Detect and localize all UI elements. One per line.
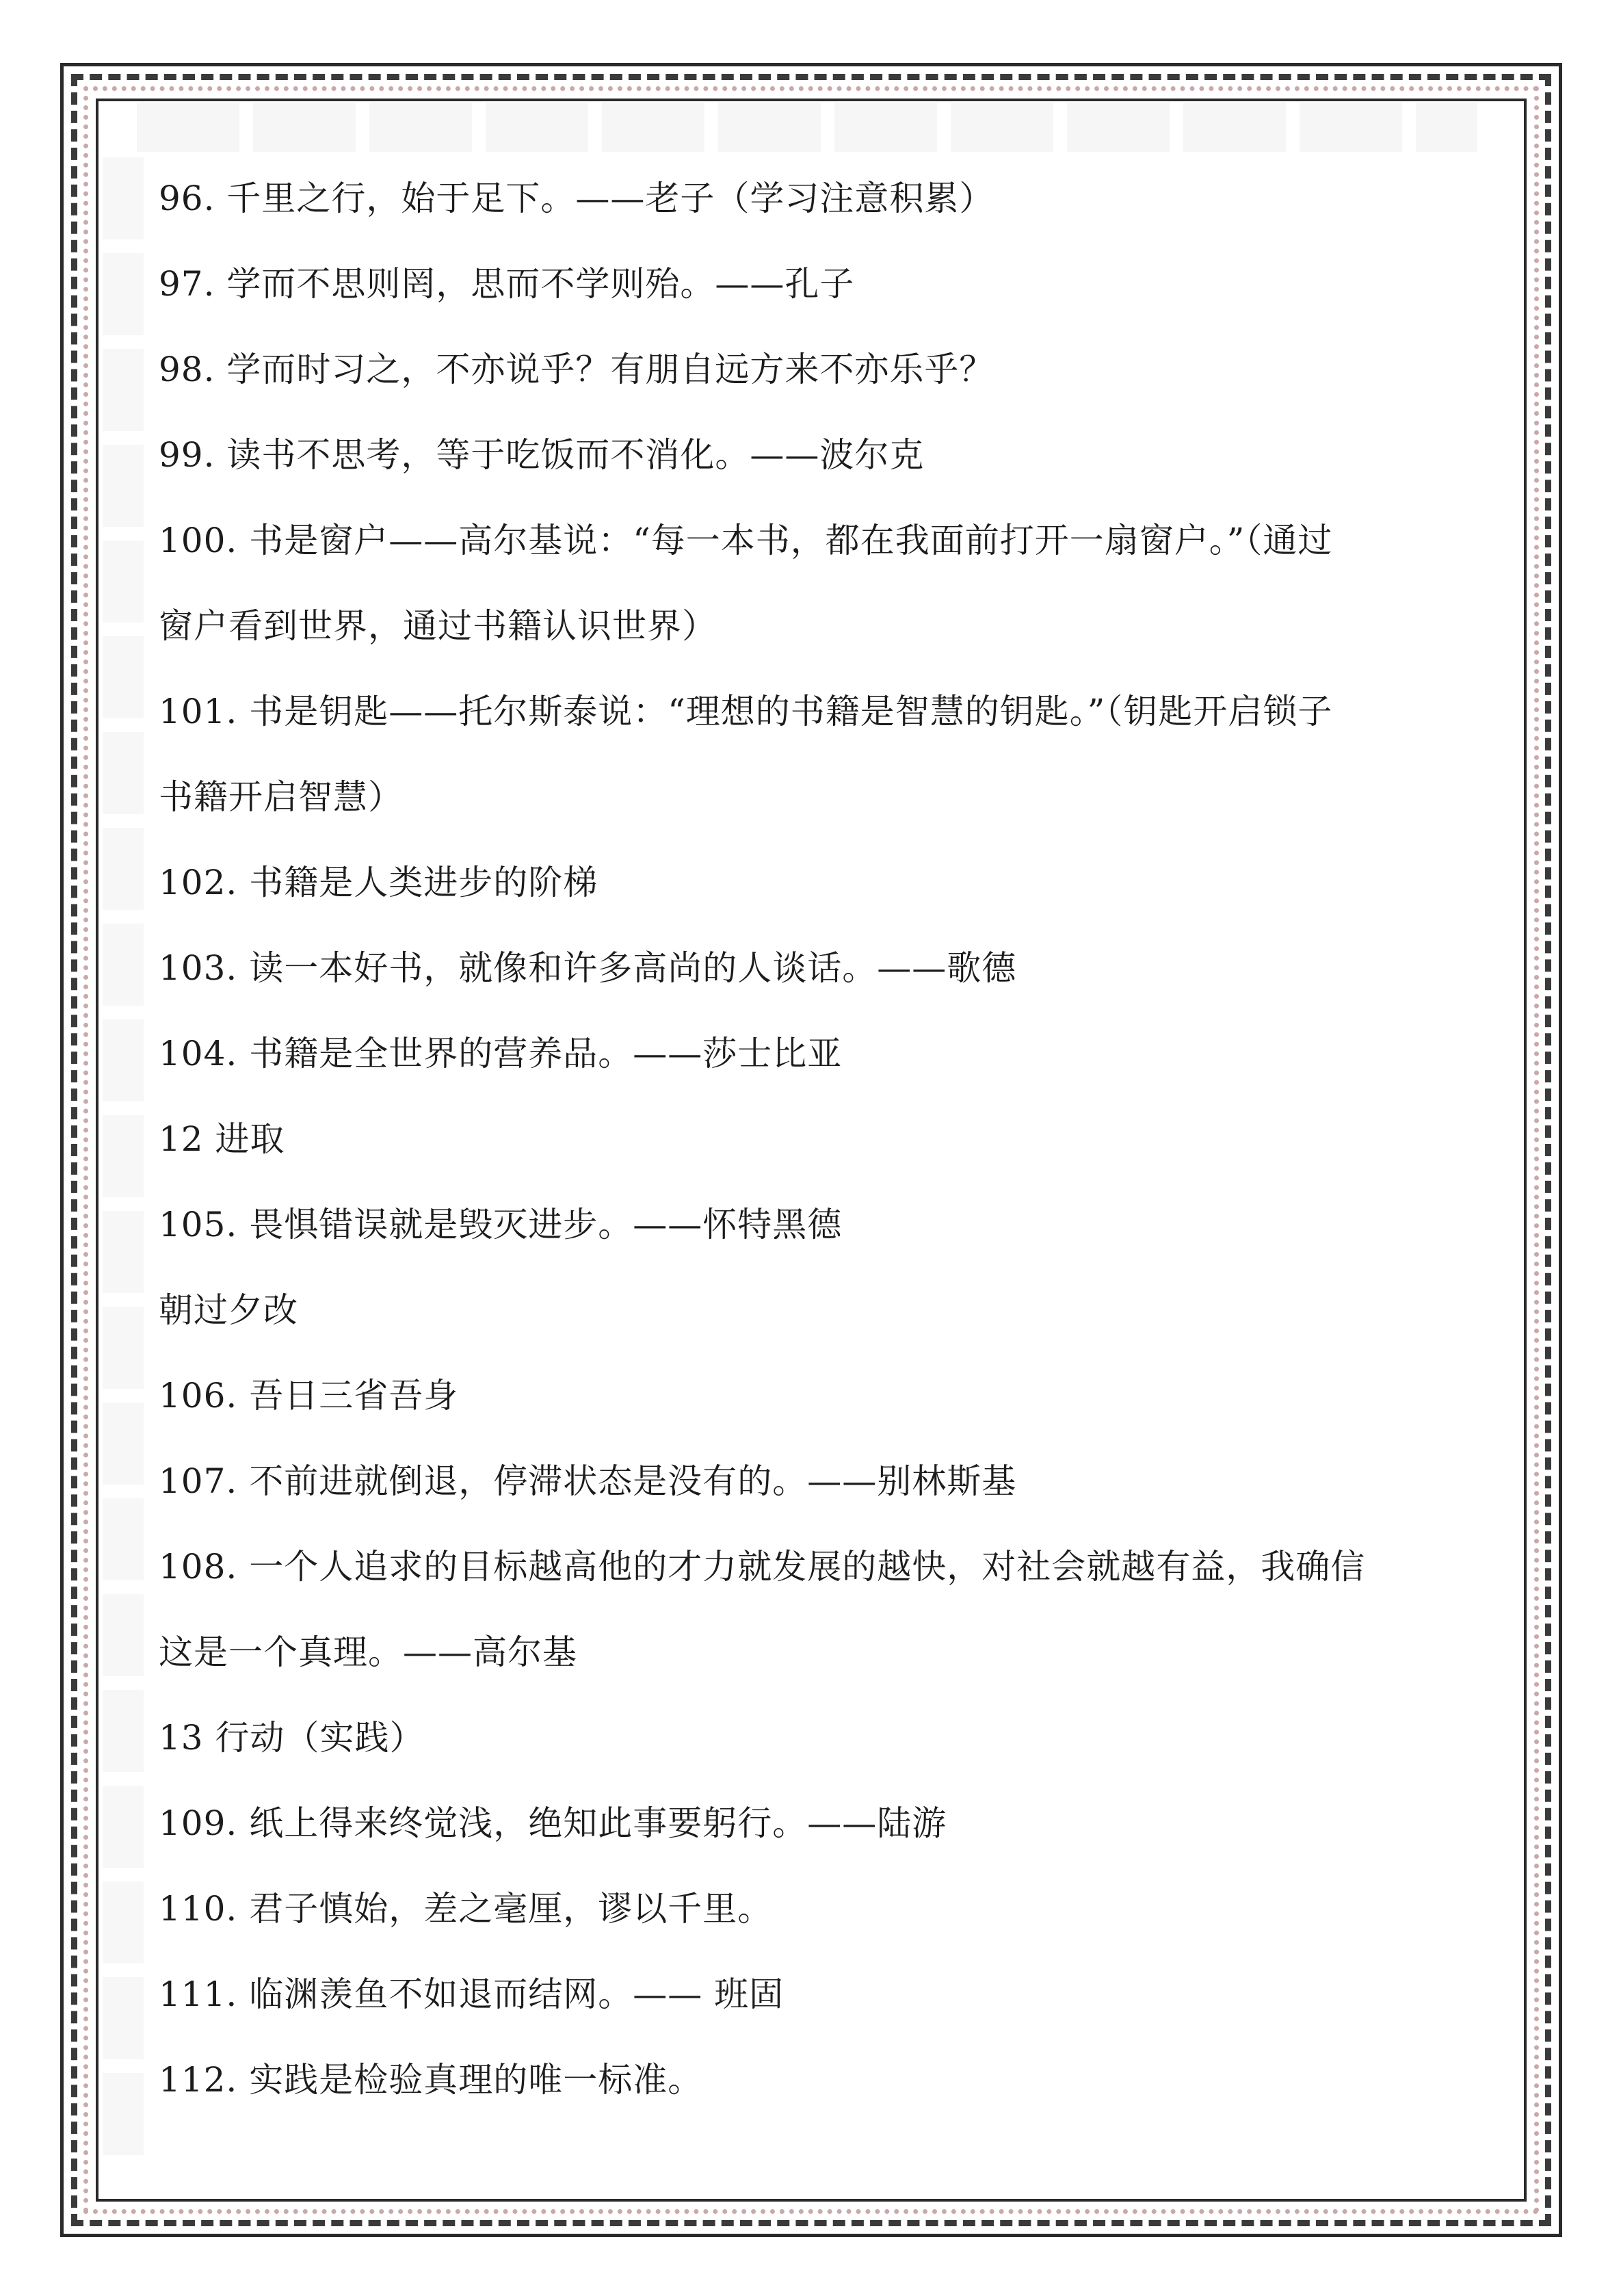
quote-line: 99. 读书不思考，等于吃饭而不消化。——波尔克 bbox=[159, 435, 925, 475]
quote-line: 101. 书是钥匙——托尔斯泰说：“理想的书籍是智慧的钥匙。”（钥匙开启锁子 bbox=[159, 692, 1333, 731]
quote-line: 97. 学而不思则罔，思而不学则殆。——孔子 bbox=[159, 264, 855, 304]
quote-line: 108. 一个人追求的目标越高他的才力就发展的越快，对社会就越有益，我确信 bbox=[159, 1547, 1366, 1587]
quote-line: 110. 君子慎始，差之毫厘，谬以千里。 bbox=[159, 1889, 773, 1929]
quote-line: 107. 不前进就倒退，停滞状态是没有的。——别林斯基 bbox=[159, 1461, 1017, 1501]
quote-line: 103. 读一本好书，就像和许多高尚的人谈话。——歌德 bbox=[159, 948, 1017, 988]
quote-line: 111. 临渊羡鱼不如退而结网。—— 班固 bbox=[159, 1974, 785, 2014]
quote-line: 112. 实践是检验真理的唯一标准。 bbox=[159, 2060, 703, 2100]
quote-line: 100. 书是窗户——高尔基说：“每一本书，都在我面前打开一扇窗户。”（通过 bbox=[159, 521, 1333, 560]
subheading: 朝过夕改 bbox=[159, 1290, 298, 1330]
section-heading: 13 行动（实践） bbox=[159, 1718, 425, 1758]
quote-line: 98. 学而时习之，不亦说乎？有朋自远方来不亦乐乎？ bbox=[159, 350, 994, 389]
quote-line: 104. 书籍是全世界的营养品。——莎士比亚 bbox=[159, 1034, 843, 1073]
section-heading: 12 进取 bbox=[159, 1119, 285, 1159]
quote-line-continuation: 这是一个真理。——高尔基 bbox=[159, 1632, 577, 1672]
quote-line: 96. 千里之行，始于足下。——老子（学习注意积累） bbox=[159, 179, 994, 218]
quote-line: 105. 畏惧错误就是毁灭进步。——怀特黑德 bbox=[159, 1205, 843, 1244]
quote-line: 109. 纸上得来终觉浅，绝知此事要躬行。——陆游 bbox=[159, 1803, 947, 1843]
quote-line-continuation: 书籍开启智慧） bbox=[159, 777, 403, 817]
quote-line: 102. 书籍是人类进步的阶梯 bbox=[159, 863, 598, 902]
quote-line-continuation: 窗户看到世界，通过书籍认识世界） bbox=[159, 606, 717, 646]
quote-list bbox=[159, 171, 1472, 2138]
quote-line: 106. 吾日三省吾身 bbox=[159, 1376, 459, 1416]
